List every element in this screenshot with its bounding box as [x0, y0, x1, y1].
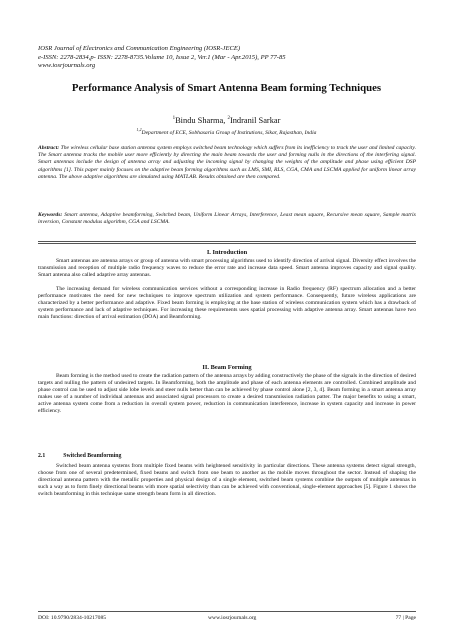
paper-title: Performance Analysis of Smart Antenna Beam forming Techniques	[71, 82, 382, 94]
author1-superscript: 1	[172, 116, 176, 121]
keywords	[38, 212, 416, 226]
author2-name: Indranil Sarkar	[229, 115, 281, 125]
journal-header	[38, 45, 418, 71]
keywords-label: Keywords:	[38, 212, 63, 218]
abstract	[38, 145, 416, 181]
beamforming-paragraph: Beam forming is the method used to create the radiation pattern of the antenna arrays by adding constructively the phase of the signals in the direction of desired targets and nulling the pattern of undesired targets. In Beamforming, both the amplitude and phase of each antenna elements are controlled. Combined amplitude and phase control can be used to adjust side lobe levels and steer nulls better than can be achieved by phase control alone [2, 3, 4]. Beam forming in a smart antenna array makes use of a number of individual antennas and associated signal processors to create a desired transmission radiation patter. The major benefits to using a smart, active antenna system come from a reduction in overall system power, reduction in communication interference, increase in system capacity and increase in power efficiency.	[38, 373, 416, 415]
footer-website: www.iosrjournals.org	[208, 615, 257, 621]
separator-rule-top	[38, 241, 416, 242]
footer-doi: DOI: 10.9790/2834-10217085	[38, 615, 107, 621]
abstract-label: Abstract:	[38, 145, 60, 151]
subsection-heading-switched-beamforming	[38, 453, 416, 460]
separator-rule-bottom	[38, 243, 416, 244]
author2-superscript: 2	[227, 116, 230, 121]
affiliation	[40, 126, 413, 137]
author1-name: Bindu Sharma,	[175, 115, 228, 125]
subsection-title: Switched Beamforming	[63, 453, 122, 459]
journal-website: www.iosrjournals.org	[38, 62, 96, 70]
section-heading-introduction: I. Introduction	[206, 249, 248, 256]
footer-page-number: 77 | Page	[395, 615, 416, 621]
subsection-number: 2.1	[38, 453, 46, 459]
intro-paragraph-1: Smart antennas are antenna arrays or group of antenna with smart processing algorithms used to identify direction of arrival signal. Diversity effect involves the transmission and reception of multiple radio frequency waves to reduce the error rate and increase data speed. Smart antenna improves capacity and signal quality. Smart antenna also called adaptive array antennas.	[38, 258, 416, 279]
section-heading-beam-forming: II. Beam Forming	[202, 364, 252, 371]
abstract-text: The wireless cellular base station antenna system employs switched beam technology which suffers from its inefficiency to track the user and limited capacity. The Smart antenna tracks the mobile user more efficiently by directing the main beam towards the user and forming nulls in the directions of the interfering signal. Smart antennas include the design of antenna array and adjusting the incoming signal by changing the weights of the amplitude and phase using efficient DSP algorithms [1]. This paper mainly focuses on the adaptive beam forming algorithms such as LMS, SMI, RLS, CGA, CMA and LSCMA applied for uniform linear array antenna. The above adaptive algorithms are simulated using MATLAB. Results obtained are then compared.	[38, 145, 416, 180]
keywords-text: Smart antenna, Adaptive beamforming, Switched beam, Uniform Linear Arrays, Interference, Least mean square, Recursive mean square, Sample matrix inversion, Constant modulus algorithm, CGA and LSCMA.	[38, 212, 416, 226]
journal-name: IOSR Journal of Electronics and Communication Engineering (IOSR-JECE)	[38, 45, 241, 52]
switched-beamforming-paragraph: Switched beam antenna systems from multiple fixed beams with heightened sensitivity in particular directions. These antenna systems detect signal strength, choose from one of several predetermined, fixed beams and switch from one beam to another as the mobile moves throughout the sector. Instead of shaping the directional antenna pattern with the metallic properties and physical design of a single element, switched beam systems combine the outputs of multiple antennas in such a way as to form finely directional beams with more spatial selectivity than can be achieved with conventional, single-element approaches [5]. Figure 1 shows the switch beamforming in this technique same strength beam form in all direction.	[38, 463, 416, 498]
author-line	[40, 114, 413, 126]
affiliation-text: Department of ECE, Sobhasaria Group of Institutions, Sikar, Rajasthan, India	[141, 129, 317, 136]
journal-issn: e-ISSN: 2278-2834,p- ISSN: 2278-8735.Volume 10, Issue 2, Ver.1 (Mar - Apr.2015), PP 77-85	[38, 53, 286, 61]
affiliation-superscript: 1,2	[136, 127, 142, 132]
footer-rule	[38, 611, 416, 612]
intro-paragraph-2: The increasing demand for wireless communication services without a corresponding increase in Radio frequency (RF) spectrum allocation and a better performance motivates the need for new techniques to improve spectrum utilization and system performance. Consequently, future wireless applications are characterized by a better performance and adaptive. Fixed beam forming is employing at the base station of wireless communication system which has a drawback of system performance and lack of adaptive techniques. For increasing these requirements uses spatial processing with adaptive antenna array. Smart antennas have two main functions: direction of arrival estimation (DOA) and Beamforming.	[38, 286, 416, 321]
